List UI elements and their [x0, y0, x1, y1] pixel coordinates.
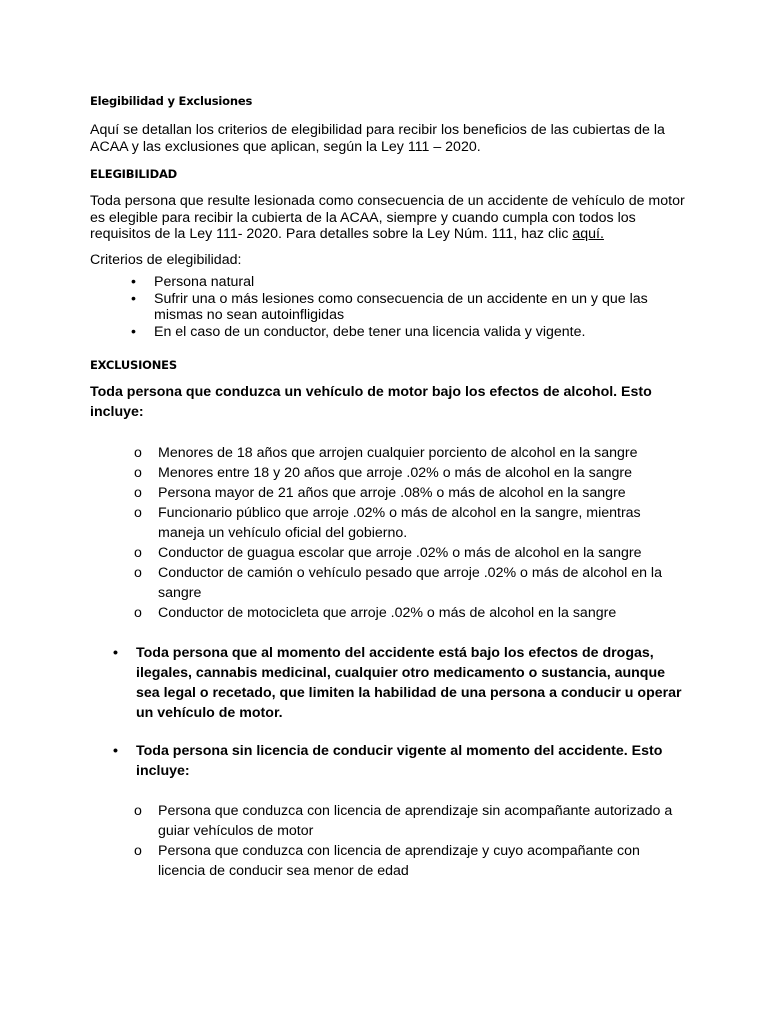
criteria-label: Criterios de elegibilidad:	[90, 251, 242, 268]
list-item: • Sufrir una o más lesiones como consecuencia de un accidente en un y que las mismas no sean autoinfligidas	[131, 290, 648, 323]
license-list	[90, 801, 690, 881]
bullet-icon: •	[131, 274, 136, 290]
list-item: o Conductor de guagua escolar que arroje .02% o más de alcohol en la sangre	[134, 545, 642, 561]
bullet-icon: •	[113, 645, 118, 661]
criteria-list	[90, 274, 690, 340]
intro-paragraph: Aquí se detallan los criterios de elegibilidad para recibir los beneficios de las cubiertas de la ACAA y las exclusiones que aplican, según la Ley 111 – 2020.	[90, 122, 665, 155]
elegibilidad-text: Toda persona que resulte lesionada como consecuencia de un accidente de vehículo de motor es elegible para recibir la cubierta de la ACAA, siempre y cuando cumpla con todos los requisitos de la Ley 111- 2020. Para detalles sobre la Ley Núm. 111, haz clic	[90, 193, 685, 242]
sub-bullet-icon: o	[134, 465, 142, 481]
alcohol-list	[90, 443, 690, 623]
sub-bullet-icon: o	[134, 485, 142, 501]
sub-bullet-icon: o	[134, 605, 142, 621]
list-item: o Persona que conduzca con licencia de aprendizaje sin acompañante autorizado a guiar vehículos de motor	[134, 803, 673, 839]
list-item: o Persona mayor de 21 años que arroje .08% o más de alcohol en la sangre	[134, 485, 626, 501]
list-item: o Conductor de motocicleta que arroje .02% o más de alcohol en la sangre	[134, 605, 617, 621]
alcohol-intro: Toda persona que conduzca un vehículo de motor bajo los efectos de alcohol. Esto incluye:	[90, 384, 652, 420]
law-link[interactable]: aquí.	[572, 226, 604, 242]
document-title: Elegibilidad y Exclusiones	[90, 94, 253, 108]
bullet-icon: •	[113, 743, 118, 759]
list-item: • Persona natural	[131, 274, 255, 290]
list-item: o Persona que conduzca con licencia de aprendizaje y cuyo acompañante con licencia de conducir sea menor de edad	[134, 843, 640, 879]
elegibilidad-paragraph	[90, 193, 690, 243]
bullet-icon: •	[131, 323, 136, 340]
list-item: • En el caso de un conductor, debe tener una licencia valida y vigente.	[131, 323, 586, 340]
list-item: • Toda persona sin licencia de conducir vigente al momento del accidente. Esto incluye:	[113, 743, 663, 779]
sub-bullet-icon: o	[134, 445, 142, 461]
list-item: o Funcionario público que arroje .02% o más de alcohol en la sangre, mientras maneja un vehículo oficial del gobierno.	[134, 505, 641, 541]
sub-bullet-icon: o	[134, 505, 142, 521]
list-item: o Conductor de camión o vehículo pesado que arroje .02% o más de alcohol en la sangre	[134, 565, 662, 601]
bullet-icon: •	[131, 290, 136, 307]
exclusions-list	[90, 643, 690, 781]
document-page	[90, 93, 690, 881]
list-item: o Menores de 18 años que arrojen cualquier porciento de alcohol en la sangre	[134, 445, 638, 461]
sub-bullet-icon: o	[134, 843, 142, 859]
exclusiones-heading: EXCLUSIONES	[90, 358, 177, 372]
sub-bullet-icon: o	[134, 545, 142, 561]
sub-bullet-icon: o	[134, 565, 142, 581]
elegibilidad-heading: ELEGIBILIDAD	[90, 167, 178, 181]
sub-bullet-icon: o	[134, 803, 142, 819]
list-item: • Toda persona que al momento del accidente está bajo los efectos de drogas, ilegales, cannabis medicinal, cualquier otro medicamento o sustancia, aunque sea legal o recetado, que limiten la habilidad de una persona a conducir u operar un vehículo de motor.	[113, 645, 682, 721]
list-item: o Menores entre 18 y 20 años que arroje .02% o más de alcohol en la sangre	[134, 465, 632, 481]
